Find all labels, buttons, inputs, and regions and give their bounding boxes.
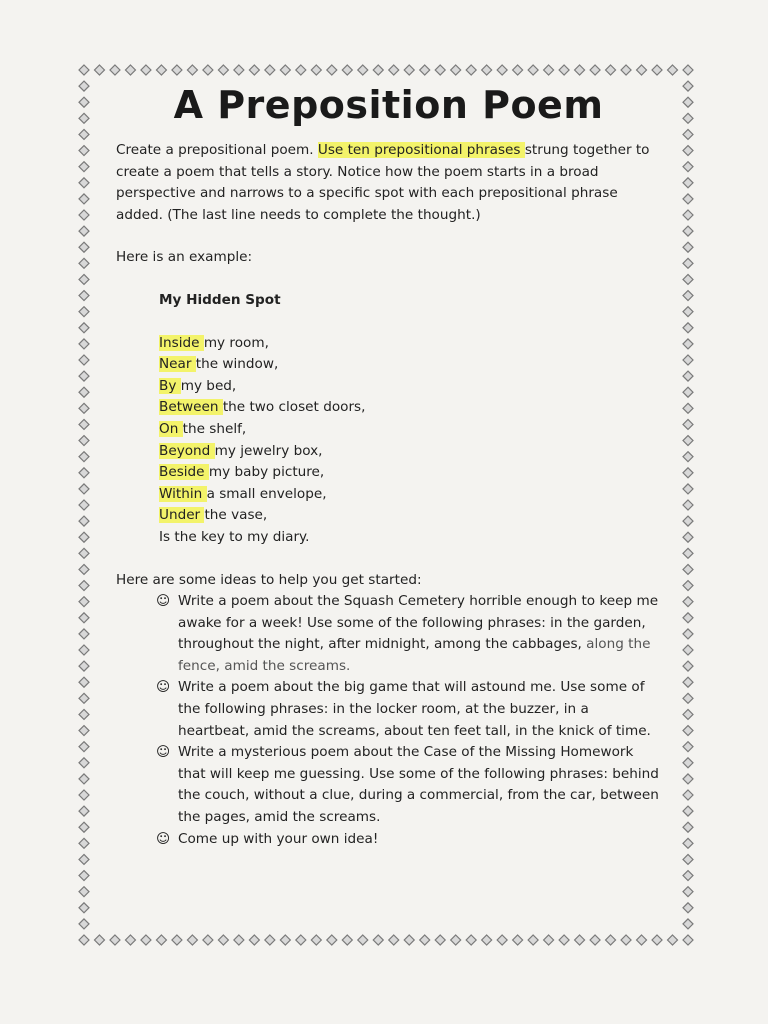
border-diamond [683, 274, 693, 284]
border-diamond [311, 935, 321, 945]
border-diamond [342, 65, 352, 75]
border-diamond [79, 838, 89, 848]
poem-line [159, 484, 661, 506]
border-diamond [234, 65, 244, 75]
border-diamond [79, 613, 89, 623]
border-diamond [79, 790, 89, 800]
border-diamond [451, 935, 461, 945]
border-diamond [110, 935, 120, 945]
poem-line-rest: the vase, [204, 507, 268, 524]
smiley-icon: ☺ [156, 679, 171, 696]
border-diamond [559, 935, 569, 945]
border-diamond [683, 661, 693, 671]
border-diamond [172, 935, 182, 945]
border-diamond [79, 339, 89, 349]
border-diamond [218, 65, 228, 75]
border-diamond [528, 65, 538, 75]
border-diamond [79, 258, 89, 268]
border-diamond [683, 291, 693, 301]
border-diamond [544, 935, 554, 945]
border-diamond [637, 935, 647, 945]
border-diamond [683, 226, 693, 236]
border-diamond [79, 871, 89, 881]
border-diamond [683, 629, 693, 639]
border-diamond [683, 581, 693, 591]
border-diamond [79, 146, 89, 156]
ideas-list [156, 591, 661, 850]
border-diamond [683, 500, 693, 510]
idea-item [156, 829, 661, 851]
border-diamond [311, 65, 321, 75]
border-diamond [79, 129, 89, 139]
border-diamond [466, 935, 476, 945]
border-diamond [683, 162, 693, 172]
border-diamond [265, 935, 275, 945]
poem-title: My Hidden Spot [159, 291, 281, 308]
poem-line-rest: my jewelry box, [214, 442, 323, 459]
border-diamond [141, 65, 151, 75]
border-diamond [79, 758, 89, 768]
smiley-icon: ☺ [156, 830, 171, 847]
border-diamond [79, 274, 89, 284]
border-diamond [79, 806, 89, 816]
border-diamond [79, 403, 89, 413]
border-diamond [79, 113, 89, 123]
border-diamond [683, 532, 693, 542]
poem-line [159, 354, 661, 376]
border-diamond [482, 65, 492, 75]
border-diamond [683, 210, 693, 220]
border-diamond [296, 935, 306, 945]
border-diamond [590, 935, 600, 945]
border-diamond [683, 403, 693, 413]
example-label: Here is an example: [116, 249, 253, 266]
poem-line [159, 505, 661, 527]
border-diamond [249, 935, 259, 945]
border-diamond [79, 903, 89, 913]
border-diamond [683, 758, 693, 768]
example-poem [159, 290, 661, 549]
poem-line [159, 376, 661, 398]
border-diamond [358, 65, 368, 75]
border-diamond [435, 65, 445, 75]
border-diamond [79, 548, 89, 558]
intro-highlight: Use ten prepositional phrases [317, 142, 525, 158]
border-diamond [79, 178, 89, 188]
border-diamond [79, 371, 89, 381]
border-diamond [683, 597, 693, 607]
border-diamond [683, 452, 693, 462]
border-diamond [79, 645, 89, 655]
border-diamond [94, 935, 104, 945]
border-diamond [79, 291, 89, 301]
border-diamond [79, 210, 89, 220]
idea-text [178, 742, 661, 828]
border-diamond [79, 742, 89, 752]
border-diamond [683, 935, 693, 945]
idea-text [178, 677, 661, 742]
idea-text-faded: along the fence, amid the screams. [178, 636, 651, 674]
poem-preposition: Between [159, 399, 223, 416]
intro-paragraph [116, 140, 661, 226]
border-diamond [683, 806, 693, 816]
poem-last-line: Is the key to my diary. [159, 528, 310, 545]
idea-text [178, 591, 661, 677]
poem-preposition: On [159, 420, 183, 437]
poem-preposition: By [159, 377, 181, 394]
border-diamond [404, 65, 414, 75]
border-diamond [683, 339, 693, 349]
border-diamond [125, 935, 135, 945]
border-diamond [683, 645, 693, 655]
border-diamond [683, 742, 693, 752]
border-diamond [94, 65, 104, 75]
idea-text-main: Come up with your own idea! [178, 830, 379, 847]
border-diamond [683, 65, 693, 75]
border-diamond [79, 677, 89, 687]
idea-item [156, 677, 661, 742]
poem-preposition: Beyond [159, 442, 215, 459]
border-diamond [497, 65, 507, 75]
ideas-label: Here are some ideas to help you get started: [116, 571, 422, 588]
poem-line-rest: my bed, [180, 377, 237, 394]
idea-item [156, 591, 661, 677]
border-diamond [683, 903, 693, 913]
border-diamond [79, 629, 89, 639]
border-diamond [249, 65, 259, 75]
border-diamond [652, 65, 662, 75]
border-diamond [79, 581, 89, 591]
border-diamond [79, 355, 89, 365]
border-diamond [466, 65, 476, 75]
poem-line [159, 333, 661, 355]
intro-text-before: Create a prepositional poem. [116, 142, 318, 158]
border-diamond [683, 258, 693, 268]
border-diamond [528, 935, 538, 945]
border-diamond [590, 65, 600, 75]
border-diamond [575, 65, 585, 75]
border-diamond [683, 178, 693, 188]
border-diamond [79, 307, 89, 317]
border-diamond [420, 935, 430, 945]
poem-preposition: Under [159, 507, 205, 524]
border-diamond [683, 194, 693, 204]
idea-item [156, 742, 661, 828]
border-diamond [79, 661, 89, 671]
border-diamond [79, 97, 89, 107]
border-diamond [683, 822, 693, 832]
border-diamond [683, 516, 693, 526]
border-diamond [389, 65, 399, 75]
border-diamond [79, 81, 89, 91]
border-diamond [280, 935, 290, 945]
poem-preposition: Within [159, 485, 207, 502]
border-diamond [79, 226, 89, 236]
border-diamond [110, 65, 120, 75]
border-diamond [79, 500, 89, 510]
poem-line [159, 419, 661, 441]
border-diamond [683, 919, 693, 929]
border-diamond [683, 709, 693, 719]
border-diamond [435, 935, 445, 945]
border-diamond [79, 162, 89, 172]
border-diamond [203, 935, 213, 945]
border-diamond [79, 919, 89, 929]
border-diamond [683, 307, 693, 317]
border-diamond [280, 65, 290, 75]
border-diamond [79, 726, 89, 736]
border-diamond [497, 935, 507, 945]
border-diamond [683, 323, 693, 333]
border-diamond [668, 65, 678, 75]
border-diamond [621, 935, 631, 945]
border-diamond [79, 693, 89, 703]
border-diamond [79, 452, 89, 462]
border-diamond [79, 532, 89, 542]
poem-line-rest: my baby picture, [208, 464, 325, 481]
poem-line [159, 462, 661, 484]
border-diamond [683, 790, 693, 800]
border-diamond [683, 468, 693, 478]
border-diamond [451, 65, 461, 75]
border-diamond [79, 887, 89, 897]
border-diamond [79, 387, 89, 397]
border-diamond [683, 419, 693, 429]
border-diamond [513, 65, 523, 75]
poem-line-rest: the window, [195, 356, 279, 373]
border-diamond [172, 65, 182, 75]
idea-text-main: Write a poem about the Squash Cemetery horrible enough to keep me awake for a week! Use some of the following phrases: in the garden, throughout the night, after midnight, among the cabbages, [178, 593, 659, 653]
border-diamond [683, 371, 693, 381]
border-diamond [79, 242, 89, 252]
border-diamond [683, 387, 693, 397]
border-diamond [683, 129, 693, 139]
idea-text [178, 829, 661, 851]
border-diamond [683, 484, 693, 494]
border-diamond [79, 468, 89, 478]
border-diamond [404, 935, 414, 945]
border-diamond [683, 436, 693, 446]
border-diamond [79, 774, 89, 784]
border-diamond [265, 65, 275, 75]
border-diamond [79, 854, 89, 864]
border-diamond [683, 613, 693, 623]
border-diamond [296, 65, 306, 75]
border-diamond [79, 65, 89, 75]
border-diamond [156, 935, 166, 945]
border-diamond [683, 564, 693, 574]
poem-line [159, 397, 661, 419]
border-diamond [156, 65, 166, 75]
poem-preposition: Inside [159, 334, 204, 351]
border-diamond [79, 323, 89, 333]
border-diamond [79, 935, 89, 945]
border-diamond [683, 726, 693, 736]
border-diamond [234, 935, 244, 945]
border-diamond [141, 935, 151, 945]
border-diamond [544, 65, 554, 75]
border-diamond [327, 935, 337, 945]
border-diamond [683, 242, 693, 252]
border-diamond [79, 516, 89, 526]
border-diamond [575, 935, 585, 945]
border-diamond [606, 65, 616, 75]
poem-lines [159, 333, 661, 527]
border-diamond [79, 709, 89, 719]
border-diamond [79, 597, 89, 607]
border-diamond [683, 677, 693, 687]
border-diamond [327, 65, 337, 75]
border-diamond [125, 65, 135, 75]
poem-line-rest: a small envelope, [206, 485, 327, 502]
border-diamond [668, 935, 678, 945]
idea-text-main: Write a poem about the big game that will astound me. Use some of the following phrases: in the locker room, at the buzzer, in a heartbeat, amid the screams, about ten feet tall, in the knick of time. [178, 679, 651, 739]
border-diamond [683, 146, 693, 156]
intro-text-after: strung together to create a poem that tells a story. Notice how the poem starts in a broad perspective and narrows to a specific spot with each prepositional phrase added. (The last line needs to complete the thought.) [116, 142, 650, 223]
poem-preposition: Near [159, 356, 196, 373]
border-diamond [79, 564, 89, 574]
border-diamond [79, 436, 89, 446]
border-diamond [652, 935, 662, 945]
border-diamond [342, 935, 352, 945]
border-diamond [513, 935, 523, 945]
border-diamond [683, 355, 693, 365]
poem-preposition: Beside [159, 464, 209, 481]
border-diamond [203, 65, 213, 75]
border-diamond [218, 935, 228, 945]
poem-line-rest: the shelf, [182, 420, 247, 437]
border-diamond [637, 65, 647, 75]
border-diamond [606, 935, 616, 945]
border-diamond [683, 113, 693, 123]
border-diamond [79, 419, 89, 429]
border-diamond [683, 871, 693, 881]
border-diamond [683, 838, 693, 848]
poem-line [159, 441, 661, 463]
border-diamond [683, 97, 693, 107]
border-diamond [683, 854, 693, 864]
border-diamond [79, 484, 89, 494]
border-diamond [358, 935, 368, 945]
border-diamond [187, 935, 197, 945]
border-diamond [373, 935, 383, 945]
smiley-icon: ☺ [156, 744, 171, 761]
border-diamond [373, 65, 383, 75]
border-diamond [683, 693, 693, 703]
border-diamond [683, 81, 693, 91]
worksheet-content [116, 82, 661, 850]
border-diamond [683, 774, 693, 784]
border-diamond [482, 935, 492, 945]
border-diamond [621, 65, 631, 75]
border-diamond [79, 194, 89, 204]
border-diamond [683, 548, 693, 558]
poem-line-rest: the two closet doors, [222, 399, 366, 416]
smiley-icon: ☺ [156, 593, 171, 610]
border-diamond [683, 887, 693, 897]
border-diamond [79, 822, 89, 832]
border-diamond [559, 65, 569, 75]
idea-text-main: Write a mysterious poem about the Case of the Missing Homework that will keep me guessing. Use some of the following phrases: behind the couch, without a clue, during a commercial, from the car, between the pages, amid the screams. [178, 744, 659, 826]
poem-line-rest: my room, [203, 334, 269, 351]
border-diamond [420, 65, 430, 75]
border-diamond [187, 65, 197, 75]
page-title: A Preposition Poem [173, 83, 604, 127]
border-diamond [389, 935, 399, 945]
